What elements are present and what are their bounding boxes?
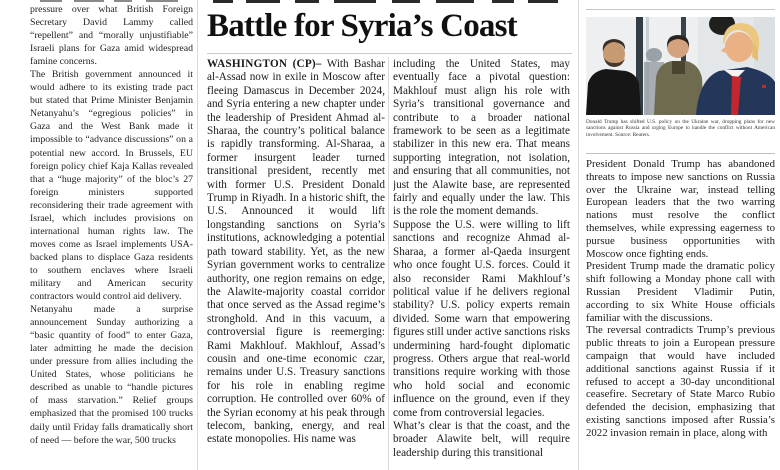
- article-text: With Bashar al-Assad now in exile in Moscow after fleeing Damascus in December 2024, and Syria entering a new chapter under the leadership of President Ahmad al-Sharaa, the country’s political balance is rapidly transforming. Al-Sharaa, a former insurgent leader turned transitional president, recently met with former U.S. President Donald Trump in Riyadh. In a historic shift, the U.S. Announced it would lift longstanding sanctions on Syria’s institutions, acknowledging a potential path toward stability. Yet, as the new Syrian government works to centralize authority, one region remains on edge, the Alawite-majority coastal corridor that once served as the Assad regime’s stronghold. And in this vacuum, a controversial figure is reemerging: Rami Makhlouf. Makhlouf, Assad’s cousin and one-time economic czar, remains under U.S. Treasury sanctions for his role in enabling regime corruption. He controlled over 60% of the Syrian economy at his peak through telecom, banking, energy, and real estate monopolies. His name was: [207, 58, 385, 446]
- main-article-column-1: [207, 58, 385, 470]
- article-paragraph: President Trump made the dramatic policy shift following a Monday phone call with Russian President Vladimir Putin, according to six White House officials familiar with the discussions.: [586, 260, 775, 324]
- column-divider: [578, 0, 579, 470]
- article-photo: [586, 17, 775, 115]
- photo-illustration: [586, 17, 775, 115]
- photo-caption: Donald Trump has shifted U.S. policy on the Ukraine war, dropping plans for new sanctions against Russia and urging Europe to handle the conflict without American involvement. Source: Reuters.: [586, 119, 775, 138]
- caption-rule: [586, 153, 775, 154]
- article-paragraph: The reversal contradicts Trump’s previous public threats to join a European pressure campaign that would have included additional sanctions against Russia if it refused to accept a 30-day unconditional ceasefire. Secretary of State Marco Rubio defended the decision, emphasizing that existing sanctions imposed after Russia’s 2022 invasion remain in place, along with: [586, 324, 775, 439]
- main-article-column-2: [393, 58, 570, 470]
- headline: Battle for Syria’s Coast: [207, 8, 517, 44]
- section-rule: [586, 9, 775, 10]
- article-paragraph: The British government announced it would adhere to its existing trade pact but stated that Prime Minister Benjamin Netanyahu’s “egregious policies” in Gaza and the West Bank made it impossible to “advance discussions” on a potential new accord. In Brussels, EU foreign policy chief Kaja Kallas revealed that a “huge majority” of the bloc’s 27 foreign ministers supported reconsidering their trade agreement with Israel, which includes provisions on international human rights law. The moves come as Israel implements USA-backed plans to displace Gaza residents to southern enclaves where Israeli military and American security contractors would control aid delivery.: [30, 69, 193, 303]
- article-paragraph: [207, 58, 385, 447]
- article-paragraph: including the United States, may eventually face a pivotal question: Makhlouf must align his role with Syria’s transitional governance and contribute to a broader national framework to be seen as a legitimate stabilizer in this new era. That means supporting integration, not isolation, and ensuring that all communities, not just the Alawite base, are represented fairly and equally under the law. This is the role the moment demands.: [393, 58, 570, 218]
- article-paragraph: Netanyahu made a surprise announcement Sunday authorizing a “basic quantity of food” to enter Gaza, later admitting he made the decision under pressure from allies including the United States, whose politicians he described as unable to “handle pictures of mass starvation.” Relief groups emphasized that the promised 100 trucks daily until Friday falls dramatically short of need — before the war, 500 trucks: [30, 304, 193, 446]
- headline-rule: [207, 53, 572, 54]
- dateline: WASHINGTON (CP)–: [207, 58, 322, 70]
- column-divider: [197, 0, 198, 470]
- article-paragraph: What’s clear is that the coast, and the broader Alawite belt, will require leadership during this transitional: [393, 419, 570, 459]
- article-paragraph: President Donald Trump has abandoned threats to impose new sanctions on Russia over the Ukraine war, instead telling European leaders that the two warring nations must resolve the conflict themselves, while expressing eagerness to pursue business opportunities with Moscow once fighting ends.: [586, 158, 775, 260]
- column-divider: [388, 57, 389, 470]
- article-paragraph: pressure over what British Foreign Secretary David Lammy called “repellent” and “morally unjustifiable” Israeli plans for Gaza amid widespread famine concerns.: [30, 4, 193, 68]
- right-article-column: [586, 158, 775, 470]
- left-article-column: [30, 3, 193, 470]
- article-paragraph: Suppose the U.S. were willing to lift sanctions and recognize Ahmad al-Sharaa, a former al-Qaeda insurgent who once fought U.S. forces. Could it also reconsider Rami Makhlouf’s political value if he delivers regional stability? U.S. policy experts remain divided. Some warn that empowering figures still under active sanctions risks undermining hard-fought diplomatic progress. Others argue that real-world transitions require working with those who hold social and economic influence on the ground, even if they come from controversial legacies.: [393, 218, 570, 419]
